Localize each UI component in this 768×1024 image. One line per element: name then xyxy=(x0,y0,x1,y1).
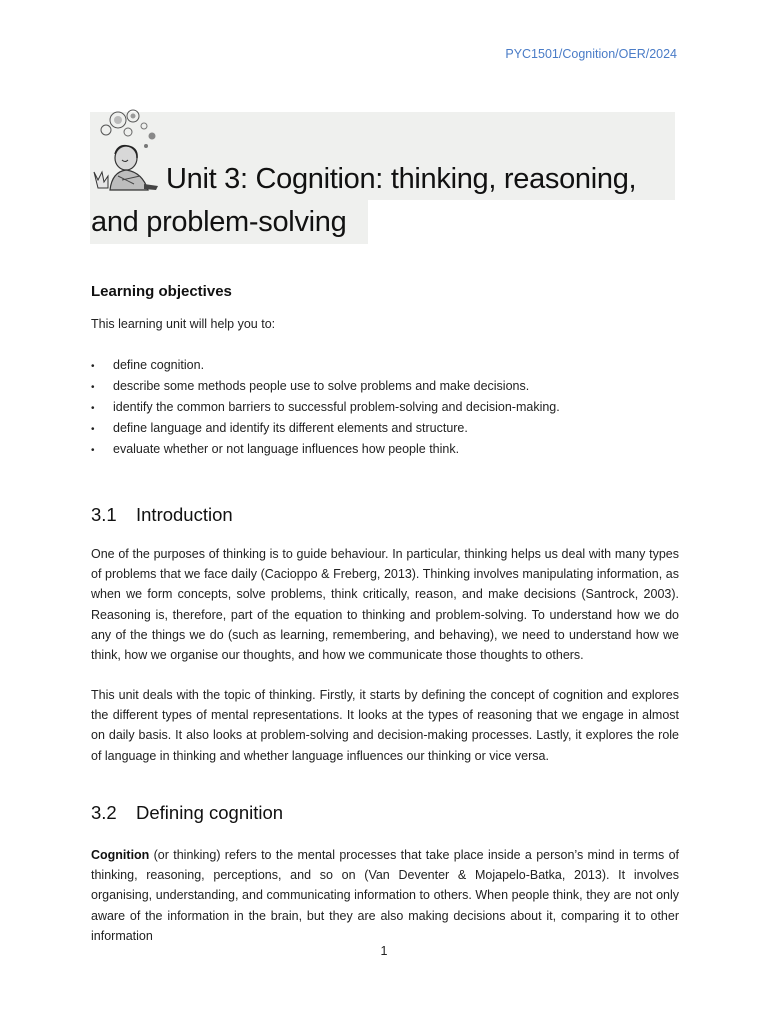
bullet-icon: • xyxy=(91,382,95,393)
bullet-icon: • xyxy=(91,445,95,456)
list-item: • evaluate whether or not language influences how people think. xyxy=(91,439,560,460)
bullet-icon: • xyxy=(91,361,95,372)
course-code-header: PYC1501/Cognition/OER/2024 xyxy=(505,47,677,61)
cognition-term: Cognition xyxy=(91,848,150,862)
cognition-definition-paragraph: Cognition (or thinking) refers to the mental processes that take place inside a person’s mind in terms of thinking, reasoning, perceptions, and so on (Van Deventer & Mojapelo-Batka, 2013). It involves organising, understanding, and communicating information to others. When people think, they are not only aware of the information in the brain, but they are also making decisions about it, comparing it to other information xyxy=(91,848,679,943)
list-item: • define cognition. xyxy=(91,355,560,376)
section-heading-introduction xyxy=(91,504,233,526)
list-item: • define language and identify its different elements and structure. xyxy=(91,418,560,439)
learning-objectives-intro: This learning unit will help you to: xyxy=(91,317,276,331)
section-number: 3.2 xyxy=(91,802,117,823)
unit-title-line1: Unit 3: Cognition: thinking, reasoning, xyxy=(166,163,637,195)
introduction-paragraph-1: One of the purposes of thinking is to guide behaviour. In particular, thinking helps us deal with many types of problems that we face daily (Cacioppo & Freberg, 2013). Thinking involves manipulating information, as when we form concepts, solve problems, think critically, reason, and make decisions (Santrock, 2003). Reasoning is, therefore, part of the equation to thinking and problem-solving. To understand how we do any of the things we do (such as learning, remembering, and behaving), we need to understand how we think, how we organise our thoughts, and how we communicate those thoughts to others. xyxy=(91,547,679,663)
bullet-icon: • xyxy=(91,424,95,435)
introduction-paragraph-2: This unit deals with the topic of thinking. Firstly, it starts by defining the concept of cognition and explores the different types of mental representations. It looks at the types of reasoning that we engage in almost on daily basis. It also looks at problem-solving and decision-making processes. Lastly, it explores the role of language in thinking and whether language influences our thinking or vice versa. xyxy=(91,688,679,763)
learning-objectives-heading: Learning objectives xyxy=(91,283,232,300)
thinker-illustration-icon xyxy=(88,106,164,196)
page-number: 1 xyxy=(380,944,388,958)
list-item: • describe some methods people use to solve problems and make decisions. xyxy=(91,376,560,397)
section-number: 3.1 xyxy=(91,504,117,525)
section-title: Defining cognition xyxy=(136,802,284,823)
list-item: • identify the common barriers to successful problem-solving and decision-making. xyxy=(91,397,560,418)
section-heading-defining-cognition xyxy=(91,802,283,824)
bullet-icon: • xyxy=(91,403,95,414)
section-title: Introduction xyxy=(136,504,233,525)
unit-title-line2: and problem-solving xyxy=(91,206,347,238)
learning-objectives-list xyxy=(91,355,560,460)
